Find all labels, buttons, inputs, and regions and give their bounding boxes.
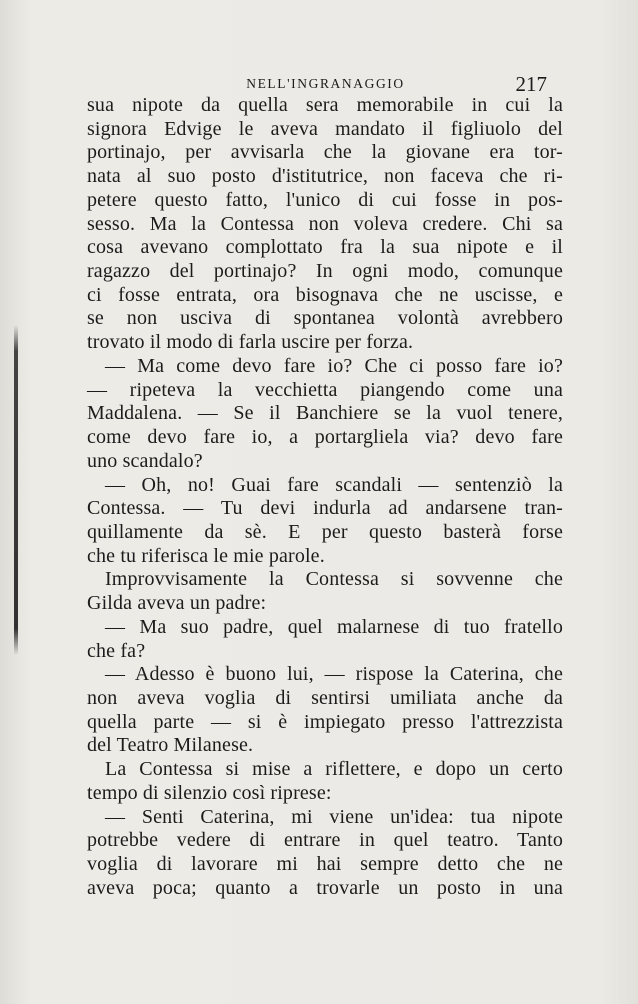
- text-line: se non usciva di spontanea volontà avrebbero: [87, 307, 563, 330]
- text-line: — Oh, no! Guai fare scandali — sentenziò la: [105, 473, 563, 496]
- text-line: quella parte — si è impiegato presso l'attrezzista: [87, 710, 563, 733]
- text-line: sua nipote da quella sera memorabile in cui la: [87, 94, 563, 116]
- text-line: non aveva voglia di sentirsi umiliata anche da: [87, 686, 563, 709]
- running-head: NELL'INGRANAGGIO: [246, 76, 405, 91]
- text-line: del Teatro Milanese.: [87, 734, 254, 757]
- page-header: [88, 72, 563, 96]
- text-line: La Contessa si mise a riflettere, e dopo un certo: [105, 758, 563, 781]
- text-line: signora Edvige le aveva mandato il figliuolo del: [87, 117, 563, 140]
- text-line: — Ma come devo fare io? Che ci posso fare io?: [105, 354, 563, 377]
- text-line: voglia di lavorare mi hai sempre detto che ne: [87, 853, 563, 875]
- text-line: tempo di silenzio così riprese:: [87, 781, 332, 804]
- text-line: trovato il modo di farla uscire per forza.: [87, 331, 414, 354]
- text-line: — Adesso è buono lui, — rispose la Caterina, che: [105, 663, 563, 686]
- text-line: come devo fare io, a portargliela via? devo fare: [87, 426, 563, 449]
- text-line: uno scandalo?: [87, 449, 203, 472]
- text-line: Improvvisamente la Contessa si sovvenne che: [105, 568, 563, 591]
- text-line: — Senti Caterina, mi viene un'idea: tua nipote: [105, 805, 563, 828]
- page-number: 217: [515, 72, 547, 96]
- text-line: quillamente da sè. E per questo basterà forse: [87, 520, 563, 543]
- body-text: [87, 94, 563, 900]
- text-line: — ripeteva la vecchietta piangendo come una: [87, 378, 563, 401]
- text-line: che tu riferisca le mie parole.: [87, 544, 325, 567]
- text-line: che fa?: [87, 639, 146, 662]
- text-line: nata al suo posto d'istitutrice, non faceva che ri-: [87, 165, 563, 188]
- text-line: ragazzo del portinajo? In ogni modo, comunque: [87, 260, 563, 283]
- text-line: Maddalena. — Se il Banchiere se la vuol tenere,: [87, 402, 563, 425]
- text-line: Contessa. — Tu devi indurla ad andarsene tran-: [87, 497, 563, 520]
- text-line: Gilda aveva un padre:: [87, 592, 267, 615]
- text-line: petere questo fatto, l'unico di cui fosse in pos-: [87, 188, 563, 211]
- binding-edge-mark: [14, 325, 18, 655]
- text-line: sesso. Ma la Contessa non voleva credere. Chi sa: [87, 212, 563, 235]
- text-line: portinajo, per avvisarla che la giovane era tor-: [87, 141, 563, 164]
- text-line: cosa avevano complottato fra la sua nipote e il: [87, 236, 563, 259]
- text-line: ci fosse entrata, ora bisognava che ne uscisse, e: [87, 283, 563, 306]
- text-line: aveva poca; quanto a trovarle un posto in una: [87, 876, 563, 899]
- text-line: — Ma suo padre, quel malarnese di tuo fratello: [105, 615, 563, 638]
- text-line: potrebbe vedere di entrare in quel teatro. Tanto: [87, 829, 563, 852]
